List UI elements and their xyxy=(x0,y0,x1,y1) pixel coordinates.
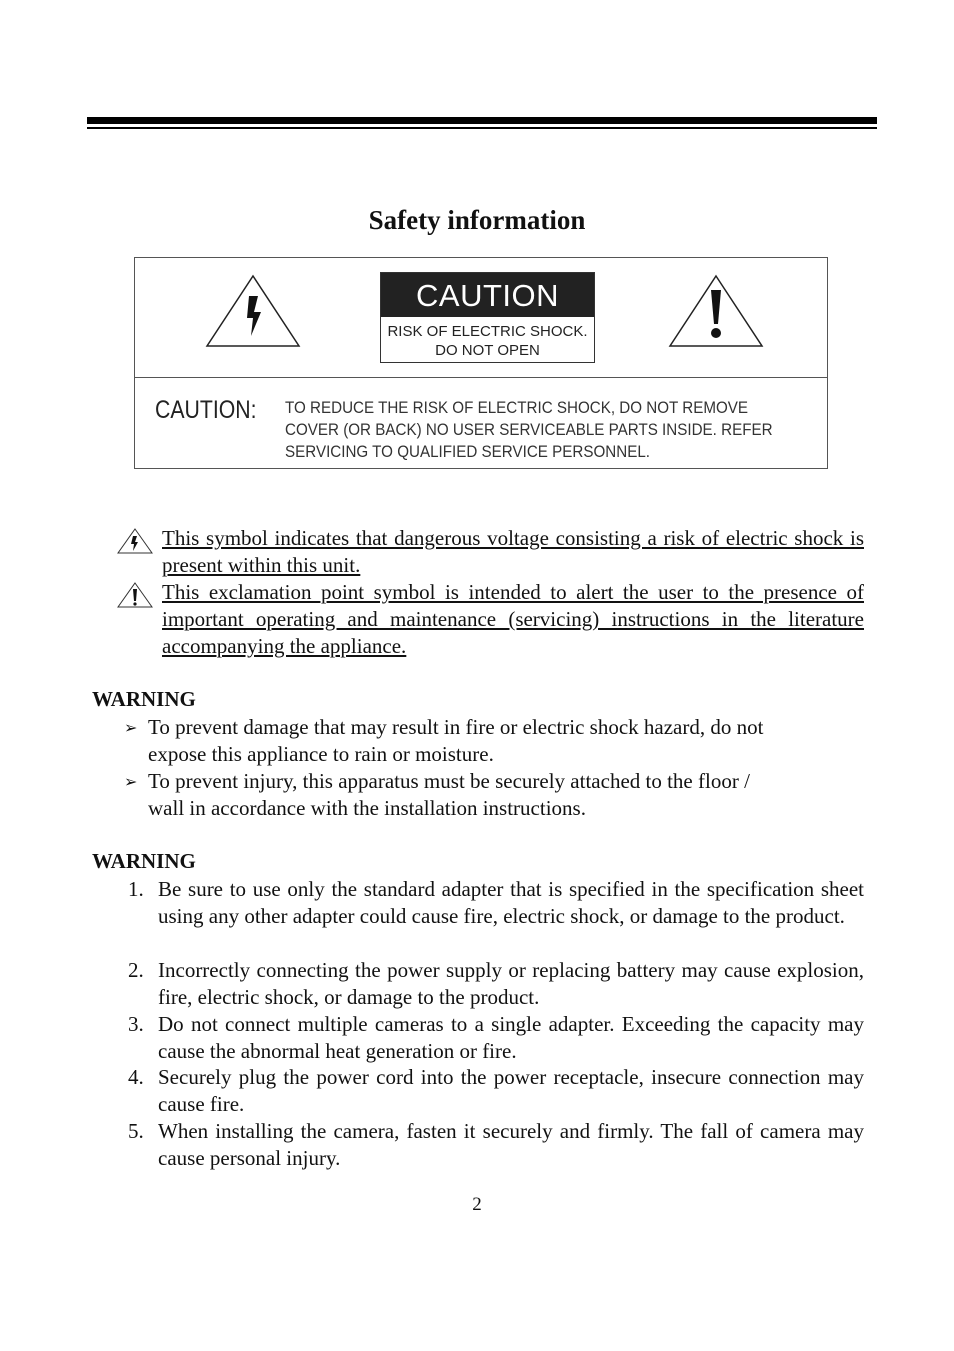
warning-list-item xyxy=(128,876,864,930)
symbol-description: This exclamation point symbol is intended to alert the user to the presence of important operating and maintenance (servicing) instructions in the literature accompanying the appliance. xyxy=(162,580,864,658)
page-number: 2 xyxy=(472,1194,482,1215)
caution-label-text xyxy=(381,317,594,360)
warning-bullet xyxy=(124,714,844,768)
caution-label-line1: RISK OF ELECTRIC SHOCK. xyxy=(387,323,588,340)
caution-label-heading: CAUTION xyxy=(381,273,594,317)
list-text: Do not connect multiple cameras to a single adapter. Exceeding the capacity may cause the abnormal heat generation or fire. xyxy=(158,1012,864,1063)
caution-notice-label: CAUTION: xyxy=(155,396,257,424)
symbol-item-lightning xyxy=(116,525,864,579)
exclamation-triangle-icon xyxy=(668,274,764,348)
list-number: 1. xyxy=(128,877,144,901)
bullet-line2: expose this appliance to rain or moisture. xyxy=(148,742,494,766)
caution-notice-line2: COVER (OR BACK) NO USER SERVICEABLE PARTS INSIDE. REFER xyxy=(285,421,773,439)
bullet-line2: wall in accordance with the installation instructions. xyxy=(148,796,586,820)
exclamation-triangle-icon xyxy=(116,581,154,609)
lightning-triangle-icon xyxy=(116,527,154,555)
header-rule-thick xyxy=(87,117,877,124)
symbol-item-exclamation xyxy=(116,579,864,660)
caution-divider xyxy=(135,377,827,378)
warning-bullet xyxy=(124,768,844,822)
symbol-description: This symbol indicates that dangerous voltage consisting a risk of electric shock is present within this unit. xyxy=(162,526,864,577)
caution-notice-line3: SERVICING TO QUALIFIED SERVICE PERSONNEL. xyxy=(285,443,650,461)
bullet-line1: To prevent damage that may result in fire or electric shock hazard, do not xyxy=(148,715,764,739)
list-number: 3. xyxy=(128,1012,144,1036)
list-text: Be sure to use only the standard adapter that is specified in the specification sheet using any other adapter could cause fire, electric shock, or damage to the product. xyxy=(158,877,864,928)
warning-list-item xyxy=(128,1064,864,1118)
list-text: Incorrectly connecting the power supply or replacing battery may cause explosion, fire, electric shock, or damage to the product. xyxy=(158,958,864,1009)
caution-label xyxy=(380,272,595,363)
arrow-bullet-icon: ➢ xyxy=(124,772,138,791)
lightning-triangle-icon xyxy=(205,274,301,348)
caution-notice-line1: TO REDUCE THE RISK OF ELECTRIC SHOCK, DO NOT REMOVE xyxy=(285,399,749,417)
warning-heading: WARNING xyxy=(92,849,196,873)
caution-panel xyxy=(134,257,828,469)
warning-heading: WARNING xyxy=(92,687,196,711)
bullet-line1: To prevent injury, this apparatus must be securely attached to the floor / xyxy=(148,769,750,793)
header-rule-thin xyxy=(87,127,877,129)
arrow-bullet-icon: ➢ xyxy=(124,718,138,737)
list-text: When installing the camera, fasten it securely and firmly. The fall of camera may cause personal injury. xyxy=(158,1119,864,1170)
list-number: 2. xyxy=(128,958,144,982)
warning-list-item xyxy=(128,957,864,1011)
warning-list-item xyxy=(128,1011,864,1065)
caution-label-line2: DO NOT OPEN xyxy=(435,342,540,359)
list-text: Securely plug the power cord into the power receptacle, insecure connection may cause fire. xyxy=(158,1065,864,1116)
caution-notice-text xyxy=(285,397,782,463)
list-number: 5. xyxy=(128,1119,144,1143)
page-title: Safety information xyxy=(368,205,586,235)
list-number: 4. xyxy=(128,1065,144,1089)
warning-list-item xyxy=(128,1118,864,1172)
